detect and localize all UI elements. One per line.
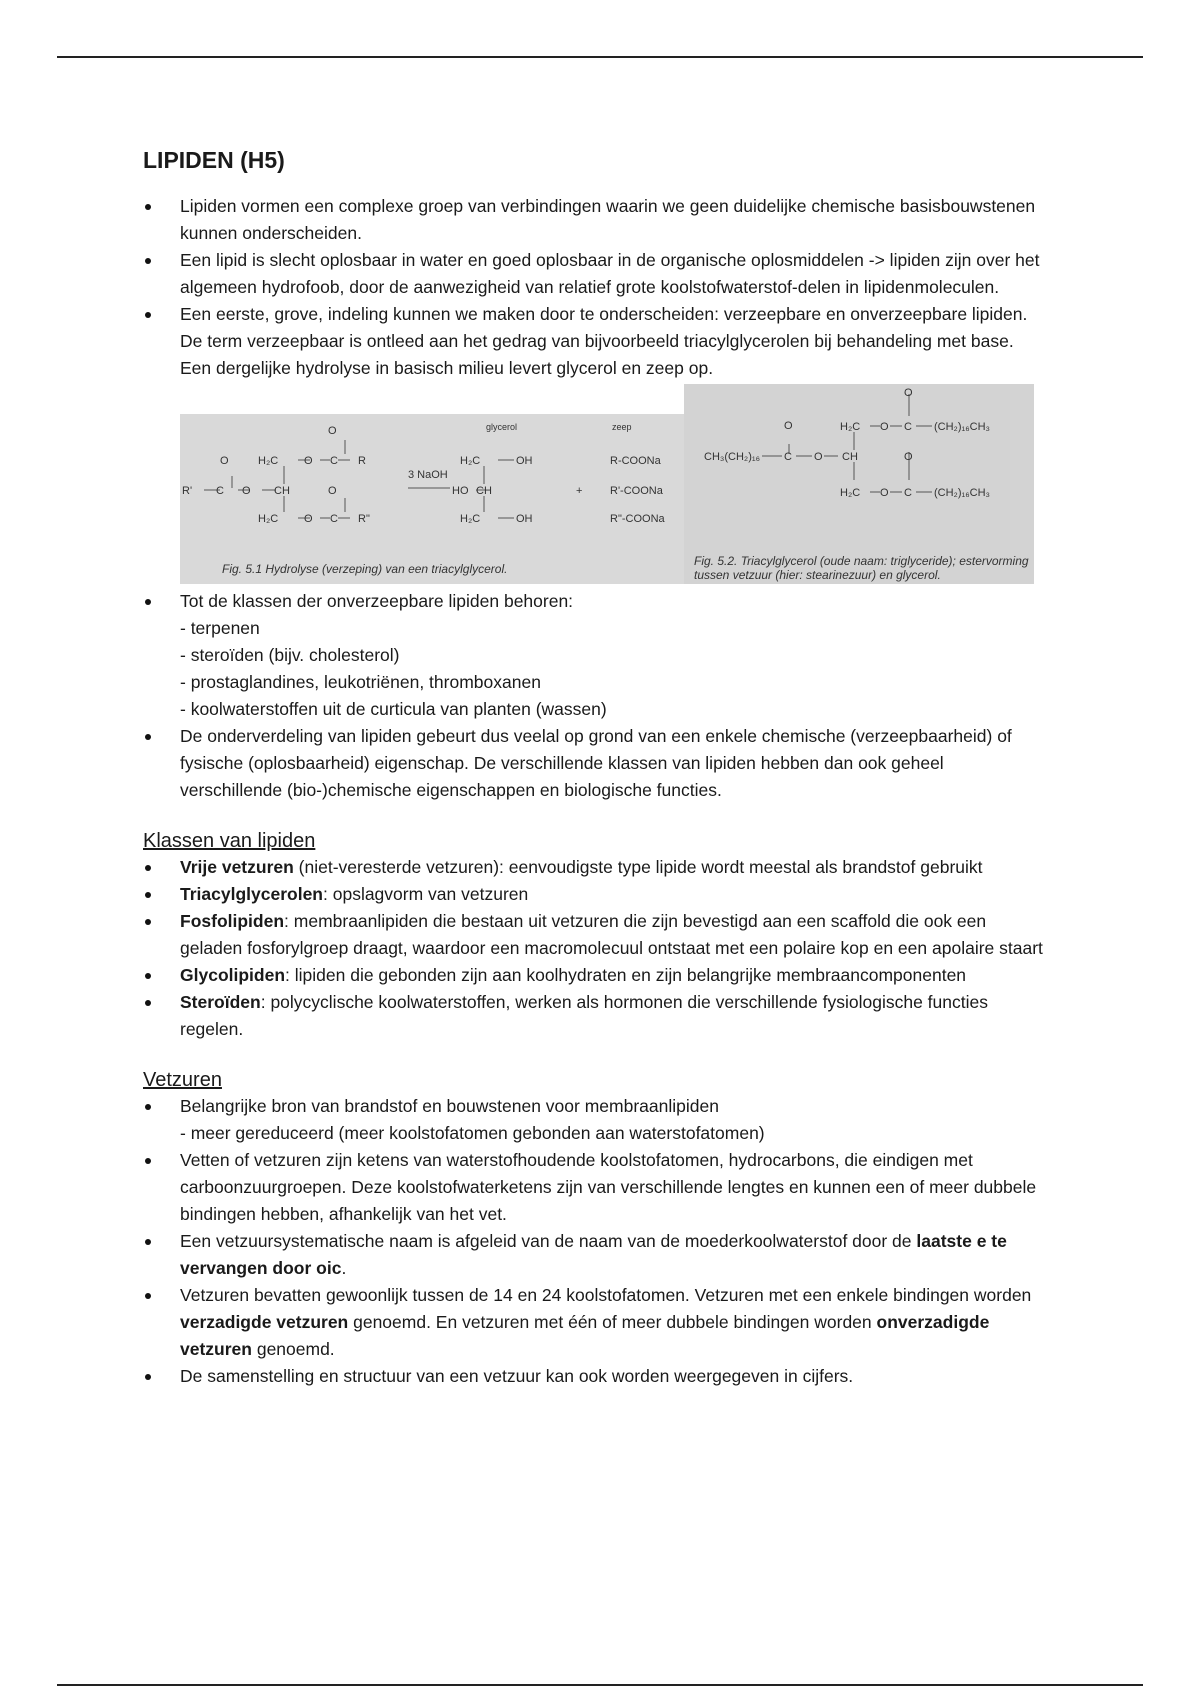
list-item — [143, 908, 1043, 962]
fig1-r: R — [358, 455, 366, 467]
list-item — [143, 1282, 1043, 1363]
item-text: Een vetzuursystematische naam is afgeleid van de naam van de moederkoolwaterstof door de — [180, 1231, 917, 1251]
list-item: Een eerste, grove, indeling kunnen we maken door te onderscheiden: verzeepbare en onverzeepbare lipiden. De term verzeepbaar is ontleed aan het gedrag van bijvoorbeeld triacylglycerolen bij behandeling met base. Een dergelijke hydrolyse in basisch milieu levert glycerol en zeep op. — [143, 301, 1043, 382]
list-item — [143, 989, 1043, 1043]
fig2-o-mid2: O — [904, 451, 913, 463]
fig1-r1: R' — [182, 485, 193, 497]
fig1-ch: CH — [274, 485, 290, 497]
fig1-o-ester2: O — [304, 513, 313, 525]
item-text: genoemd. En vetzuren met één of meer dubbele bindingen worden — [348, 1312, 877, 1332]
list-item — [143, 854, 1043, 881]
definition: : membraanlipiden die bestaan uit vetzuren die zijn bevestigd aan een scaffold die ook een geladen fosforylgroep draagt, waardoor een macromolecuul ontstaat met een polaire kop en een apolaire staart — [180, 911, 1043, 958]
figure-hydrolysis — [180, 414, 684, 584]
definition: : opslagvorm van vetzuren — [323, 884, 529, 904]
fig1-o-ester1: O — [304, 455, 313, 467]
list-item — [143, 962, 1043, 989]
list-item: Lipiden vormen een complexe groep van verbindingen waarin we geen duidelijke chemische basisbouwstenen kunnen onderscheiden. — [143, 193, 1043, 247]
item-text: Vetzuren bevatten gewoonlijk tussen de 14 en 24 koolstofatomen. Vetzuren met een enkele bindingen worden — [180, 1285, 1032, 1305]
header-rule — [57, 56, 1143, 58]
fig2-c-ester1: C — [904, 421, 912, 433]
list-item: De samenstelling en structuur van een vetzuur kan ook worden weergegeven in cijfers. — [143, 1363, 1043, 1390]
subitem: - terpenen — [180, 618, 260, 638]
fig1-o-top: O — [328, 425, 337, 437]
figures-row — [180, 384, 1043, 584]
fig2-o-left: O — [784, 420, 793, 432]
fig1-glyc-h2c-bottom: H₂C — [460, 513, 481, 525]
fig1-glyc-ch: CH — [476, 485, 492, 497]
list-item — [143, 1228, 1043, 1282]
fig1-zeep: zeep — [612, 422, 632, 432]
section-heading-vetzuren: Vetzuren — [143, 1069, 222, 1091]
unsaponifiable-list — [143, 588, 1043, 804]
fig2-o-ester2: O — [880, 487, 889, 499]
fig1-h2c-top: H₂C — [258, 455, 279, 467]
emphasis: verzadigde vetzuren — [180, 1312, 349, 1332]
definition: : lipiden die gebonden zijn aan koolhydraten en zijn belangrijke membraancomponenten — [285, 965, 967, 985]
fig2-chain-left: CH₃(CH₂)₁₆ — [704, 451, 760, 463]
subitem: - meer gereduceerd (meer koolstofatomen gebonden aan waterstofatomen) — [180, 1123, 765, 1143]
list-item — [143, 881, 1043, 908]
definition: : polycyclische koolwaterstoffen, werken als hormonen die verschillende fysiologische functies regelen. — [180, 992, 988, 1039]
fig1-r1coona: R'-COONa — [610, 485, 663, 497]
fig1-o-left: O — [220, 455, 229, 467]
list-item — [143, 588, 1043, 723]
page-title: LIPIDEN (H5) — [143, 147, 285, 173]
fig1-c-left: C — [216, 485, 224, 497]
fig1-glyc-h2c-top: H₂C — [460, 455, 481, 467]
fig2-c-ester2: C — [904, 487, 912, 499]
fig2-h2c-top: H₂C — [840, 421, 861, 433]
item-text: Belangrijke bron van brandstof en bouwstenen voor membraanlipiden — [180, 1096, 719, 1116]
fig1-glyc-oh2: OH — [516, 513, 533, 525]
fig1-glyc-oh1: OH — [516, 455, 533, 467]
term: Fosfolipiden — [180, 911, 285, 931]
emphasis: laatste e te vervangen door oic — [180, 1231, 1007, 1278]
emphasis: onverzadigde vetzuren — [180, 1312, 990, 1359]
term: Steroïden — [180, 992, 261, 1012]
fig1-h2c-bottom: H₂C — [258, 513, 279, 525]
document-body — [143, 145, 1043, 1390]
fig1-plus: + — [576, 485, 583, 497]
subitem: - steroïden (bijv. cholesterol) — [180, 645, 400, 665]
fig1-rcoona: R-COONa — [610, 455, 661, 467]
fig2-ch: CH — [842, 451, 858, 463]
intro-list — [143, 193, 1043, 382]
fig1-c-ester1: C — [330, 455, 338, 467]
figure-caption: Fig. 5.1 Hydrolyse (verzeping) van een triacylglycerol. — [222, 562, 508, 576]
list-item: Een lipid is slecht oplosbaar in water en goed oplosbaar in de organische oplosmiddelen -> lipiden zijn over het algemeen hydrofoob, door de aanwezigheid van relatief grote koolstofwaterstof-delen in lipidenmoleculen. — [143, 247, 1043, 301]
vetzuren-list — [143, 1093, 1043, 1390]
term: Glycolipiden — [180, 965, 286, 985]
term: Triacylglycerolen — [180, 884, 323, 904]
fig2-o-ester1: O — [880, 421, 889, 433]
definition: (niet-veresterde vetzuren): eenvoudigste type lipide wordt meestal als brandstof gebruikt — [293, 857, 983, 877]
section-heading-klassen: Klassen van lipiden — [143, 830, 316, 852]
item-text: genoemd. — [251, 1339, 335, 1359]
fig2-o-mid: O — [814, 451, 823, 463]
fig2-c-left: C — [784, 451, 792, 463]
fig2-chain-bottom: (CH₂)₁₆CH₃ — [934, 487, 990, 499]
item-text: . — [341, 1258, 347, 1278]
fig2-chain-top: (CH₂)₁₆CH₃ — [934, 421, 990, 433]
fig1-c-ester2: C — [330, 513, 338, 525]
subitem: - prostaglandines, leukotriënen, thromboxanen — [180, 672, 541, 692]
fig1-r2coona: R"-COONa — [610, 513, 665, 525]
fig1-o-mid2: O — [328, 485, 337, 497]
list-item: De onderverdeling van lipiden gebeurt dus veelal op grond van een enkele chemische (verzeepbaarheid) of fysische (oplosbaarheid) eigenschap. De verschillende klassen van lipiden hebben dan ook geheel verschillende (bio-)chemische eigenschappen en biologische functies. — [143, 723, 1043, 804]
classes-list — [143, 854, 1043, 1043]
unsaponifiable-intro: Tot de klassen der onverzeepbare lipiden behoren: — [180, 591, 574, 611]
footer-rule — [57, 1684, 1143, 1686]
fig2-o-top: O — [904, 387, 913, 399]
term: Vrije vetzuren — [180, 857, 294, 877]
list-item: Vetten of vetzuren zijn ketens van waterstofhoudende koolstofatomen, hydrocarbons, die eindigen met carboonzuurgroepen. Deze koolstofwaterketens zijn van verschillende lengtes en kunnen een of meer dubbele bindingen hebben, afhankelijk van het vet. — [143, 1147, 1043, 1228]
fig1-r2: R" — [358, 513, 370, 525]
fig1-o-mid: O — [242, 485, 251, 497]
fig1-glyc-ho: HO — [452, 485, 469, 497]
fig1-glycerol: glycerol — [486, 422, 518, 432]
figure-triacylglycerol — [684, 384, 1034, 584]
figure-caption: Fig. 5.2. Triacylglycerol (oude naam: triglyceride); estervorming tussen vetzuur (hier: stearinezuur) en glycerol. — [694, 554, 1029, 582]
fig2-h2c-bottom: H₂C — [840, 487, 861, 499]
list-item — [143, 1093, 1043, 1147]
subitem: - koolwaterstoffen uit de curticula van planten (wassen) — [180, 699, 607, 719]
fig1-naoh: 3 NaOH — [408, 469, 448, 481]
